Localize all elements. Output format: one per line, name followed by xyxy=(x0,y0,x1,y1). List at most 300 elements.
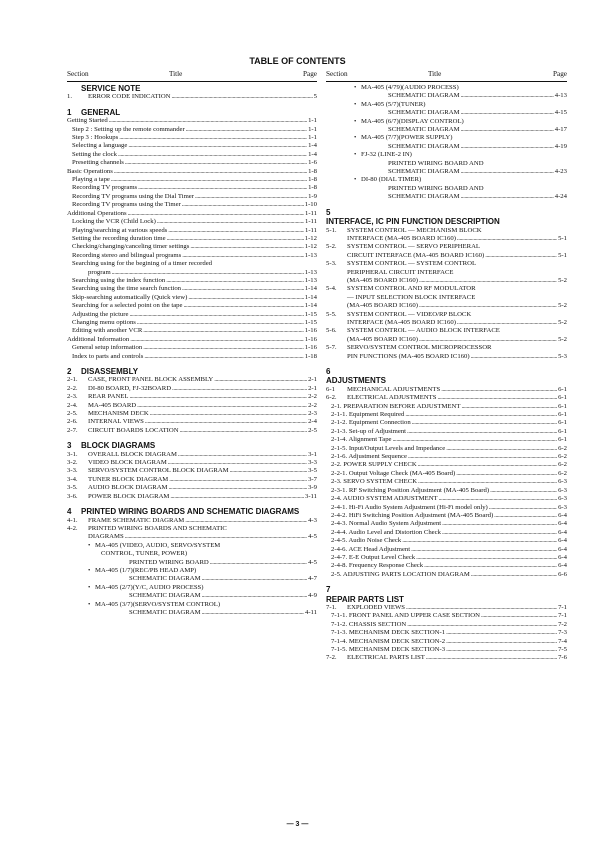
toc-entry xyxy=(67,218,317,226)
leader-dots xyxy=(114,168,307,176)
toc-entry xyxy=(326,193,567,201)
toc-entry xyxy=(67,193,317,201)
entry-page: 7-4 xyxy=(558,637,567,645)
entry-page: 4-5 xyxy=(308,558,317,566)
entry-page: 6-3 xyxy=(558,495,567,503)
toc-entry xyxy=(326,126,567,134)
entry-title: OVERALL BLOCK DIAGRAM xyxy=(88,450,177,458)
entry-title: SCHEMATIC DIAGRAM xyxy=(129,575,201,583)
entry-page: 5-1 xyxy=(558,234,567,242)
entry-page: 1-4 xyxy=(308,150,317,158)
entry-page: 1-11 xyxy=(304,218,317,226)
entry-title: MA-405 (2/7)(Y/C, AUDIO PROCESS) xyxy=(95,583,204,591)
entry-page: 1-14 xyxy=(304,285,317,293)
entry-title: MA-405 (5/7)(TUNER) xyxy=(361,100,426,108)
toc-entry xyxy=(67,311,317,319)
entry-page: 1-9 xyxy=(308,192,317,200)
entry-title: SCHEMATIC DIAGRAM xyxy=(388,193,460,201)
entry-title: SCHEMATIC DIAGRAM xyxy=(388,168,460,176)
entry-number: 3-6. xyxy=(67,492,78,500)
entry-page: 1-12 xyxy=(304,234,317,242)
toc-entry xyxy=(326,260,567,268)
toc-entry xyxy=(67,93,317,101)
page-number: — 3 — xyxy=(286,821,309,828)
entry-page: 1-13 xyxy=(304,251,317,259)
toc-entry xyxy=(67,550,317,558)
toc-right-column xyxy=(326,70,567,663)
entry-title: SCHEMATIC DIAGRAM xyxy=(129,592,201,600)
entry-number: 2-1. xyxy=(67,376,78,384)
section-heading xyxy=(326,367,567,386)
leader-dots xyxy=(182,201,304,209)
leader-dots xyxy=(157,218,304,226)
leader-dots xyxy=(167,235,304,243)
leader-dots xyxy=(437,394,557,402)
entry-number: 5-3. xyxy=(326,260,337,268)
entry-page: 1-10 xyxy=(304,201,317,209)
entry-title: Additional Operations xyxy=(67,209,127,217)
toc-entry xyxy=(67,476,317,484)
entry-title: Searching using the index function xyxy=(72,276,166,284)
entry-number: 1. xyxy=(67,93,73,101)
leader-dots xyxy=(109,117,307,125)
entry-title: 2-1. PREPARATION BEFORE ADJUSTMENT xyxy=(331,402,461,410)
leader-dots xyxy=(461,126,554,134)
toc-entry xyxy=(326,504,567,512)
bullet-icon: • xyxy=(354,84,357,91)
toc-entry xyxy=(326,92,567,100)
entry-page: 1-1 xyxy=(308,117,317,125)
toc-entry xyxy=(326,168,567,176)
toc-entry xyxy=(326,428,567,436)
toc-entry xyxy=(67,344,317,352)
leader-dots xyxy=(471,571,557,579)
entry-title: Playing/searching at various speeds xyxy=(72,226,168,234)
entry-title: INTERNAL VIEWS xyxy=(88,418,144,426)
toc-entry xyxy=(326,495,567,503)
entry-page: 1-4 xyxy=(308,142,317,150)
leader-dots xyxy=(185,517,307,525)
entry-page: 7-3 xyxy=(558,629,567,637)
entry-title: (MA-405 BOARD IC160) xyxy=(347,302,418,310)
section-title: INTERFACE, IC PIN FUNCTION DESCRIPTION xyxy=(326,217,500,227)
toc-entry xyxy=(67,336,317,344)
entry-title: SYSTEM CONTROL — SERVO PERIPHERAL xyxy=(347,243,480,251)
entry-title: FJ-32 (LINE-2 IN) xyxy=(361,151,412,159)
entry-title: (MA-405 BOARD IC160) xyxy=(347,335,418,343)
entry-number: 3-4. xyxy=(67,475,78,483)
entry-title: 2-4-3. Normal Audio System Adjustment xyxy=(331,520,442,528)
section-heading xyxy=(67,108,317,117)
toc-entry xyxy=(326,436,567,444)
entry-title: 2-4-4. Audio Level and Distortion Check xyxy=(331,528,441,536)
leader-dots xyxy=(419,277,557,285)
entry-page: 6-6 xyxy=(558,570,567,578)
toc-entry xyxy=(67,525,317,533)
toc-right-list xyxy=(326,84,567,663)
entry-page: 2-2 xyxy=(308,401,317,409)
leader-dots xyxy=(118,151,307,159)
entry-title: SYSTEM CONTROL — SYSTEM CONTROL xyxy=(347,260,477,268)
entry-number: 2-3. xyxy=(67,393,78,401)
toc-entry xyxy=(326,411,567,419)
toc-left-column xyxy=(67,70,317,617)
entry-title: 7-1-4. MECHANISM DECK SECTION-2 xyxy=(331,637,446,645)
leader-dots xyxy=(202,592,308,600)
toc-entry xyxy=(67,159,317,167)
toc-entry xyxy=(67,567,317,575)
entry-title: INTERFACE (MA-405 BOARD IC160) xyxy=(347,318,456,326)
entry-title: PRINTED WIRING BOARD xyxy=(129,558,209,566)
entry-page: 5-2 xyxy=(558,302,567,310)
leader-dots xyxy=(446,638,557,646)
entry-title: PIN FUNCTIONS (MA-405 BOARD IC160) xyxy=(347,352,470,360)
toc-entry xyxy=(326,302,567,310)
entry-title: TUNER BLOCK DIAGRAM xyxy=(88,475,169,483)
entry-title: ERROR CODE INDICATION xyxy=(88,93,171,101)
toc-entry xyxy=(67,353,317,361)
entry-title: PRINTED WIRING BOARD AND xyxy=(388,159,484,167)
leader-dots xyxy=(461,193,554,201)
entry-title: 2-1-6. Adjustment Sequence xyxy=(331,453,407,461)
entry-title: Changing menu options xyxy=(72,318,136,326)
leader-dots xyxy=(143,327,303,335)
leader-dots xyxy=(405,411,557,419)
header-section: Section xyxy=(326,70,348,78)
entry-title: SCHEMATIC DIAGRAM xyxy=(129,608,201,616)
leader-dots xyxy=(119,134,307,142)
leader-dots xyxy=(128,210,304,218)
leader-dots xyxy=(490,487,557,495)
entry-title: Getting Started xyxy=(67,117,108,125)
entry-page: 4-17 xyxy=(554,126,567,134)
toc-entry xyxy=(326,571,567,579)
leader-dots xyxy=(130,336,304,344)
leader-dots xyxy=(461,109,554,117)
toc-entry xyxy=(67,269,317,277)
toc-entry xyxy=(326,285,567,293)
entry-page: 6-4 xyxy=(558,545,567,553)
entry-title: 7-1-1. FRONT PANEL AND UPPER CASE SECTION xyxy=(331,612,480,620)
entry-title: PERIPHERAL CIRCUIT INTERFACE xyxy=(347,268,454,276)
toc-entry xyxy=(326,478,567,486)
section-number: 7 xyxy=(326,585,331,595)
entry-page: 3-5 xyxy=(308,467,317,475)
entry-page: 4-24 xyxy=(554,193,567,201)
entry-page: 1-11 xyxy=(304,226,317,234)
leader-dots xyxy=(442,529,557,537)
entry-number: 5-4. xyxy=(326,285,337,293)
entry-page: 2-3 xyxy=(308,410,317,418)
entry-page: 1-14 xyxy=(304,293,317,301)
entry-title: 2-3. SERVO SYSTEM CHECK xyxy=(331,478,418,486)
entry-page: 7-5 xyxy=(558,646,567,653)
leader-dots xyxy=(166,277,304,285)
toc-entry xyxy=(67,467,317,475)
leader-dots xyxy=(419,302,557,310)
leader-dots xyxy=(214,376,307,384)
entry-title: Locking the VCR (Child Lock) xyxy=(72,218,156,226)
toc-entry xyxy=(326,470,567,478)
entry-title: MA-405 (7/7)(POWER SUPPLY) xyxy=(361,134,453,142)
entry-page: 1-8 xyxy=(308,184,317,192)
section-number: 1 xyxy=(67,107,72,117)
entry-title: Recording TV programs using the Dial Timer xyxy=(72,192,194,200)
entry-title: General setup information xyxy=(72,344,143,352)
leader-dots xyxy=(481,612,557,620)
entry-title: MA-405 (1/7)(REC/PB HEAD AMP) xyxy=(95,566,197,574)
toc-entry xyxy=(67,493,317,501)
entry-page: 7-1 xyxy=(558,612,567,620)
entry-page: 1-13 xyxy=(304,276,317,284)
entry-page: 2-1 xyxy=(308,384,317,392)
leader-dots xyxy=(424,562,557,570)
entry-page: 7-1 xyxy=(558,603,567,611)
leader-dots xyxy=(456,470,557,478)
entry-page: 2-1 xyxy=(308,376,317,384)
entry-number: 5-6. xyxy=(326,327,337,335)
entry-page: 6-2 xyxy=(558,469,567,477)
leader-dots xyxy=(170,493,304,501)
entry-title: 2-4-2. HiFi Switching Position Adjustment (MA-405 Board) xyxy=(331,511,494,519)
entry-number: 5-5. xyxy=(326,310,337,318)
entry-title: SCHEMATIC DIAGRAM xyxy=(388,142,460,150)
entry-number: 2-2. xyxy=(67,384,78,392)
entry-page: 1-18 xyxy=(304,352,317,360)
entry-title: Presetting channels xyxy=(72,159,124,167)
entry-number: 6-1 xyxy=(326,385,335,393)
entry-title: 2-4-7. E-E Output Level Check xyxy=(331,553,416,561)
entry-title: CIRCUIT INTERFACE (MA-405 BOARD IC160) xyxy=(347,251,485,259)
entry-page: 6-2 xyxy=(558,461,567,469)
entry-title: Searching using for the begining of a timer recorded xyxy=(72,260,213,268)
leader-dots xyxy=(128,142,307,150)
toc-entry xyxy=(326,537,567,545)
entry-page: 5-1 xyxy=(558,251,567,259)
toc-entry xyxy=(67,575,317,583)
toc-entry xyxy=(326,252,567,260)
entry-title: Basic Operations xyxy=(67,167,113,175)
entry-title: SYSTEM CONTROL — AUDIO BLOCK INTERFACE xyxy=(347,327,500,335)
leader-dots xyxy=(202,575,308,583)
toc-entry xyxy=(326,646,567,654)
toc-entry xyxy=(67,243,317,251)
bullet-icon: • xyxy=(88,600,91,608)
leader-dots xyxy=(461,168,554,176)
toc-entry xyxy=(326,151,567,159)
entry-page: 1-16 xyxy=(304,344,317,352)
column-header xyxy=(326,70,567,82)
entry-page: 6-2 xyxy=(558,444,567,452)
entry-title: PRINTED WIRING BOARDS AND SCHEMATIC xyxy=(88,524,227,532)
entry-title: SERVO/SYSTEM CONTROL BLOCK DIAGRAM xyxy=(88,467,229,475)
entry-page: 5-2 xyxy=(558,335,567,343)
entry-title: Step 3 : Hookups xyxy=(72,134,119,142)
entry-page: 6-4 xyxy=(558,520,567,528)
entry-title: — INPUT SELECTION BLOCK INTERFACE xyxy=(347,293,476,301)
toc-entry xyxy=(67,393,317,401)
leader-dots xyxy=(190,243,303,251)
entry-page: 5-2 xyxy=(558,318,567,326)
leader-dots xyxy=(418,478,557,486)
entry-title: program xyxy=(88,268,111,276)
entry-title: SCHEMATIC DIAGRAM xyxy=(388,109,460,117)
entry-page: 6-4 xyxy=(558,537,567,545)
toc-entry xyxy=(326,419,567,427)
entry-title: 2-4. AUDIO SYSTEM ADJUSTMENT xyxy=(331,495,438,503)
entry-number: 2-6. xyxy=(67,418,78,426)
entry-title: Searching for a selected point on the tape xyxy=(72,302,183,310)
entry-page: 4-23 xyxy=(554,168,567,176)
entry-page: 3-1 xyxy=(308,450,317,458)
leader-dots xyxy=(168,227,304,235)
entry-number: 2-7. xyxy=(67,426,78,434)
leader-dots xyxy=(143,344,304,352)
toc-entry xyxy=(67,260,317,268)
entry-page: 3-7 xyxy=(308,475,317,483)
toc-entry xyxy=(326,554,567,562)
entry-page: 4-7 xyxy=(308,575,317,583)
entry-title: Playing a tape xyxy=(72,176,110,184)
entry-page: 6-3 xyxy=(558,503,567,511)
entry-title: MA-405 (VIDEO, AUDIO, SERVO/SYSTEM xyxy=(95,541,221,549)
leader-dots xyxy=(393,436,558,444)
leader-dots xyxy=(419,336,557,344)
entry-title: 2-5. ADJUSTING PARTS LOCATION DIAGRAM xyxy=(331,570,470,578)
entry-page: 6-1 xyxy=(558,385,567,393)
entry-title: 2-2. POWER SUPPLY CHECK xyxy=(331,461,417,469)
leader-dots xyxy=(442,520,557,528)
entry-title: MA-405 (3/7)(SERVO/SYSTEM CONTROL) xyxy=(95,600,221,608)
leader-dots xyxy=(138,184,307,192)
toc-entry xyxy=(67,592,317,600)
toc-entry xyxy=(67,517,317,525)
toc-entry xyxy=(326,84,567,92)
entry-number: 7-1. xyxy=(326,603,337,611)
toc-entry xyxy=(326,143,567,151)
toc-entry xyxy=(326,612,567,620)
leader-dots xyxy=(186,126,307,134)
toc-entry xyxy=(67,418,317,426)
entry-title: Additional Information xyxy=(67,335,130,343)
entry-title: MECHANISM DECK xyxy=(88,410,149,418)
entry-title: Checking/changing/canceling timer settings xyxy=(72,243,190,251)
toc-entry xyxy=(326,445,567,453)
section-number: 6 xyxy=(326,367,331,376)
entry-number: 3-3. xyxy=(67,467,78,475)
entry-title: DI-80 BOARD, FJ-32BOARD xyxy=(88,384,172,392)
entry-title: 2-1-2. Equipment Connection xyxy=(331,419,411,427)
entry-title: Skip-searching automatically (Quick view) xyxy=(72,293,188,301)
leader-dots xyxy=(145,418,307,426)
entry-title: PRINTED WIRING BOARD AND xyxy=(388,184,484,192)
toc-entry xyxy=(326,176,567,184)
toc-entry xyxy=(326,638,567,646)
toc-entry xyxy=(326,386,567,394)
entry-number: 6-2. xyxy=(326,394,337,402)
toc-entry xyxy=(67,427,317,435)
toc-entry xyxy=(326,336,567,344)
leader-dots xyxy=(457,235,557,243)
leader-dots xyxy=(446,445,557,453)
entry-page: 6-1 xyxy=(558,419,567,427)
entry-page: 6-4 xyxy=(558,528,567,536)
toc-entry xyxy=(326,118,567,126)
leader-dots xyxy=(202,609,304,617)
entry-page: 1-12 xyxy=(304,243,317,251)
section-number: 2 xyxy=(67,367,72,376)
section-title: GENERAL xyxy=(81,107,121,117)
toc-entry xyxy=(67,484,317,492)
entry-title: 2-4-1. Hi-Fi Audio System Adjustment (Hi-Fi model only) xyxy=(331,503,488,511)
entry-page: 1-16 xyxy=(304,327,317,335)
section-heading xyxy=(67,507,317,516)
toc-entry xyxy=(326,311,567,319)
entry-page: 3-9 xyxy=(308,484,317,492)
leader-dots xyxy=(230,467,307,475)
entry-title: MECHANICAL ADJUSTMENTS xyxy=(347,385,441,393)
entry-title: MA-405 (6/7)(DISPLAY CONTROL) xyxy=(361,117,464,125)
bullet-icon: • xyxy=(354,117,357,125)
leader-dots xyxy=(446,646,557,654)
leader-dots xyxy=(111,176,307,184)
toc-entry xyxy=(326,621,567,629)
entry-page: 7-6 xyxy=(558,654,567,662)
leader-dots xyxy=(188,294,303,302)
toc-entry xyxy=(326,546,567,554)
toc-entry xyxy=(326,453,567,461)
entry-page: 4-19 xyxy=(554,142,567,150)
entry-page: 4-11 xyxy=(304,608,317,616)
entry-title: Selecting a language xyxy=(72,142,128,150)
section-heading xyxy=(67,84,317,93)
entry-page: 2-4 xyxy=(308,418,317,426)
entry-title: 2-3-1. RF Switching Position Adjustment (MA-405 Board) xyxy=(331,486,490,494)
entry-page: 6-1 xyxy=(558,394,567,402)
toc-entry xyxy=(326,243,567,251)
entry-page: 1-14 xyxy=(304,302,317,310)
toc-entry xyxy=(326,562,567,570)
toc-entry xyxy=(326,654,567,662)
leader-dots xyxy=(168,459,307,467)
entry-title: Setting the clock xyxy=(72,150,117,158)
column-header xyxy=(67,70,317,82)
toc-entry xyxy=(67,609,317,617)
entry-page: 1-15 xyxy=(304,318,317,326)
entry-page: 1-13 xyxy=(304,268,317,276)
entry-page: 6-3 xyxy=(558,486,567,494)
entry-page: 6-1 xyxy=(558,436,567,444)
toc-entry xyxy=(326,344,567,352)
leader-dots xyxy=(172,385,307,393)
entry-title: SCHEMATIC DIAGRAM xyxy=(388,92,460,100)
leader-dots xyxy=(485,252,557,260)
entry-page: 1-8 xyxy=(308,176,317,184)
toc-entry xyxy=(67,410,317,418)
toc-entry xyxy=(326,134,567,142)
header-title: Title xyxy=(169,70,183,78)
entry-page: 3-3 xyxy=(308,459,317,467)
section-title: PRINTED WIRING BOARDS AND SCHEMATIC DIAGRAMS xyxy=(81,507,300,517)
entry-title: INTERFACE (MA-405 BOARD IC160) xyxy=(347,234,456,242)
entry-page: 1-16 xyxy=(304,335,317,343)
entry-title: SYSTEM CONTROL AND RF MODULATOR xyxy=(347,285,476,293)
toc-entry xyxy=(67,459,317,467)
entry-number: 3-2. xyxy=(67,459,78,467)
leader-dots xyxy=(407,621,557,629)
leader-dots xyxy=(171,93,312,101)
section-heading xyxy=(67,367,317,376)
